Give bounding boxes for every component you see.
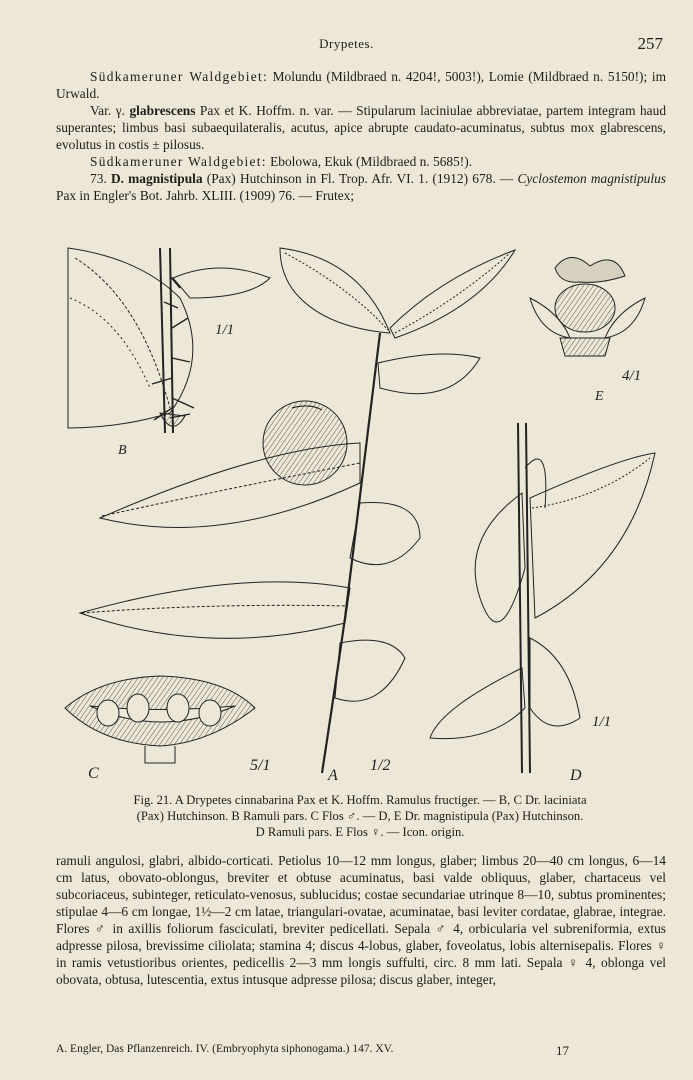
page-footer	[56, 1043, 666, 1058]
page-header	[0, 36, 693, 56]
species-paragraph	[56, 170, 666, 204]
body-paragraph: ramuli angulosi, glabri, albido-corticati. Petiolus 10—12 mm longus, glaber; limbus 20—40 cm longus, 6—14 cm latus, obovato-oblongus, breviter et obtuse acuminatus, basi valde obliquus, glaber, chartaceus vel subcoriaceus, subinteger, reticulato-venosus, sublucidus; costae secundariae utrinque 8—10, subtus prominentes; stipulae 4—6 cm longae, 1½—2 cm latae, triangulari-ovatae, acuminatae, basi leviter cordatae, glabrae, integrae. Flores ♂ in axillis foliorum fasciculati, breviter pedicellati. Sepala ♂ 4, orbicularia vel subreniformia, extus adpresse pilosa, brevissime ciliolata; stamina 4; discus 4-lobus, glaber, foveolatus, lobis alternisepalis. Flores ♀ in ramis vetustioribus orientes, pedicellis 2—3 mm longis suffulti, circ. 8 mm lati. Sepala ♀ 4, oblonga vel obovata, obtusa, lutescentia, extus intusque adpresse pilosa; discus glaber, integer,	[56, 853, 666, 987]
caption-line: Fig. 21. A Drypetes cinnabarina Pax et K. Hoffm. Ramulus fructiger. — B, C Dr. laciniata	[133, 793, 587, 807]
locality-paragraph-2	[56, 153, 666, 170]
running-title: Drypetes.	[319, 36, 374, 51]
page-number: 257	[637, 34, 663, 53]
botanical-plate	[60, 238, 660, 788]
panel-c-scale: 5/1	[250, 757, 271, 774]
species-name: D. magnistipula	[110, 171, 203, 186]
panel-b-drawing	[68, 248, 270, 433]
locality-paragraph-1	[56, 68, 666, 102]
panel-b-label: B	[118, 443, 127, 458]
locality-detail: Molundu (Mildbraed n. 4204!, 5003!), Lomie (Mildbraed n. 5150!); im Urwald.	[56, 69, 666, 101]
region-name: Südkameruner Waldgebiet:	[90, 69, 269, 84]
locality-detail: Ebolowa, Ekuk (Mildbraed n. 5685!).	[266, 154, 473, 169]
caption-line: (Pax) Hutchinson. B Ramuli pars. C Flos ♂. — D, E Dr. magnistipula (Pax) Hutchinson.	[136, 809, 584, 823]
variety-paragraph	[56, 102, 666, 153]
synonym-name: Cyclostemon magnistipulus	[517, 171, 666, 186]
panel-e-scale: 4/1	[622, 368, 642, 384]
figure-caption	[50, 792, 670, 840]
synonym-citation: Pax in Engler's Bot. Jahrb. XLIII. (1909) 76. — Frutex;	[56, 188, 355, 203]
variety-description: Pax et K. Hoffm. n. var. — Stipularum laciniulae abbreviatae, partem integram haud superantes; limbus basi subaequilateralis, acutus, apice abrupte caudato-acuminatus, subtus mox glabrescens, evolutus in costis ± pilosus.	[56, 103, 667, 152]
panel-b-scale: 1/1	[215, 322, 235, 338]
panel-d-scale: 1/1	[592, 714, 612, 730]
signature-mark: 17	[556, 1043, 569, 1058]
panel-c-label: C	[88, 765, 99, 782]
panel-e-label: E	[595, 389, 604, 404]
panel-c-drawing	[65, 676, 255, 763]
panel-e-drawing	[530, 257, 645, 356]
caption-line: D Ramuli pars. E Flos ♀. — Icon. origin.	[255, 825, 465, 839]
plate-illustration	[60, 238, 660, 788]
panel-d-drawing	[430, 423, 655, 773]
series-citation: A. Engler, Das Pflanzenreich. IV. (Embryophyta siphonogama.) 147. XV.	[56, 1043, 394, 1055]
panel-a-scale: 1/2	[370, 757, 391, 774]
variety-name: glabrescens	[129, 103, 196, 118]
body-text	[56, 852, 666, 988]
region-name: Südkameruner Waldgebiet:	[90, 154, 267, 169]
panel-a-label: A	[328, 767, 338, 784]
panel-d-label: D	[570, 767, 582, 784]
intro-text	[56, 68, 666, 204]
species-number: 73.	[90, 171, 111, 186]
variety-prefix: Var. γ.	[90, 103, 130, 118]
species-citation: (Pax) Hutchinson in Fl. Trop. Afr. VI. 1. (1912) 678. —	[202, 171, 514, 186]
